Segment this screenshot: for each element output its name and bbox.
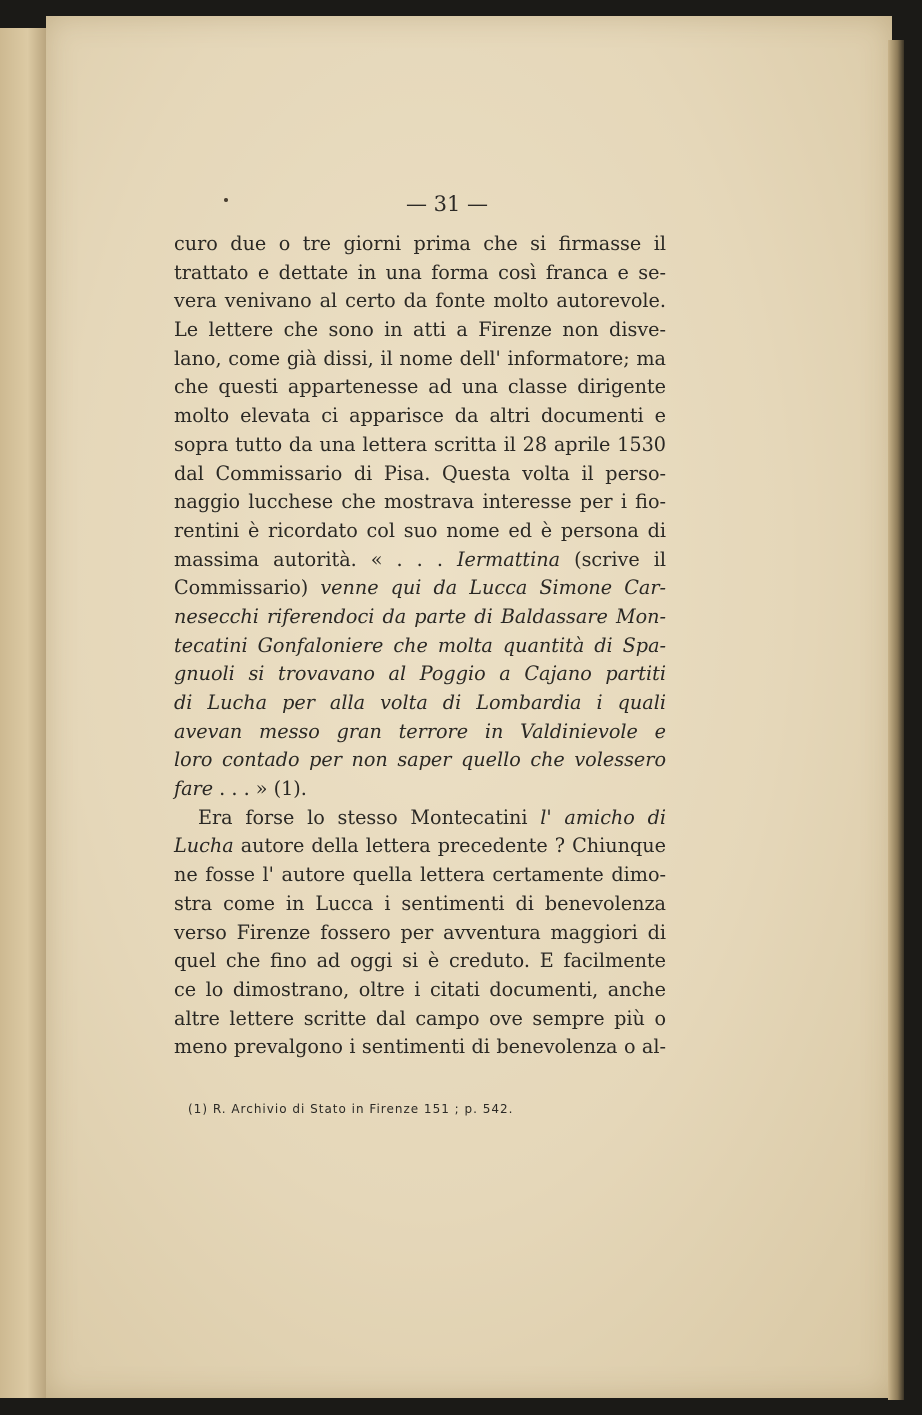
text-line (174, 804, 666, 833)
text-line: che questi appartenesse ad una classe dirigente (174, 375, 666, 399)
text-line: altre lettere scritte dal campo ove sempre più o (174, 1006, 666, 1030)
text-line: ne fosse l' autore quella lettera certamente dimo- (174, 863, 666, 887)
italic-text: avevan messo gran terrore in Valdinievole e (174, 719, 666, 743)
text-line (174, 775, 666, 804)
text-line: lano, come già dissi, il nome dell' informatore; ma (174, 346, 666, 370)
text-line: dal Commissario di Pisa. Questa volta il perso- (174, 461, 666, 485)
text-line (174, 603, 666, 632)
text-line (174, 718, 666, 747)
text-line: trattato e dettate in una forma così franca e se- (174, 260, 666, 284)
roman-text: autore della lettera precedente ? Chiunque (233, 834, 666, 858)
roman-text: Era forse lo stesso Montecatini (198, 805, 541, 829)
italic-text: tecatini Gonfaloniere che molta quantità di Spa- (174, 633, 666, 657)
text-line: rentini è ricordato col suo nome ed è persona di (174, 518, 666, 542)
page-number: — 31 — (405, 192, 489, 216)
text-line: curo due o tre giorni prima che si firmasse il (174, 232, 666, 255)
page-right-edge (888, 40, 904, 1400)
italic-text: l' amicho di (540, 805, 666, 829)
text-line: ce lo dimostrano, oltre i citati documenti, anche (174, 977, 666, 1001)
previous-page-edge (0, 28, 46, 1398)
text-line: vera venivano al certo da fonte molto autorevole. (174, 289, 666, 313)
italic-text: nesecchi riferendoci da parte di Baldassare Mon- (174, 604, 666, 628)
text-line (174, 746, 666, 775)
text-line (174, 689, 666, 718)
text-line: stra come in Lucca i sentimenti di benevolenza (174, 891, 666, 915)
text-line: naggio lucchese che mostrava interesse per i fio- (174, 490, 666, 514)
italic-text: fare (174, 777, 214, 801)
text-line: quel che fino ad oggi si è creduto. E facilmente (174, 949, 666, 973)
text-line: verso Firenze fossero per avventura maggiori di (174, 920, 666, 944)
text-line (174, 632, 666, 661)
text-line: sopra tutto da una lettera scritta il 28 aprile 1530 (174, 432, 666, 456)
italic-text: venne qui da Lucca Simone Car- (320, 576, 666, 600)
text-line: molto elevata ci apparisce da altri documenti e (174, 404, 666, 428)
italic-text: Lucha (174, 834, 234, 858)
text-line (174, 546, 666, 575)
italic-text: loro contado per non saper quello che volessero (174, 748, 666, 772)
body-text (174, 230, 666, 1062)
text-line (174, 832, 666, 861)
italic-text: Iermattina (456, 547, 561, 571)
roman-text: . . . » (1). (213, 777, 307, 801)
footnote: (1) R. Archivio di Stato in Firenze 151 ; p. 542. (188, 1102, 514, 1116)
roman-text: massima autorità. « . . . (174, 547, 457, 571)
text-line: Le lettere che sono in atti a Firenze non disve- (174, 318, 666, 342)
text-line (174, 660, 666, 689)
italic-text: di Lucha per alla volta di Lombardia i quali (174, 691, 666, 714)
page-sheet (46, 16, 892, 1398)
roman-text: Commissario) (174, 576, 321, 600)
roman-text: (scrive il (560, 547, 666, 571)
text-line: meno prevalgono i sentimenti di benevolenza o al- (174, 1035, 666, 1059)
italic-text: gnuoli si trovavano al Poggio a Cajano partiti (174, 662, 666, 686)
text-line (174, 574, 666, 603)
